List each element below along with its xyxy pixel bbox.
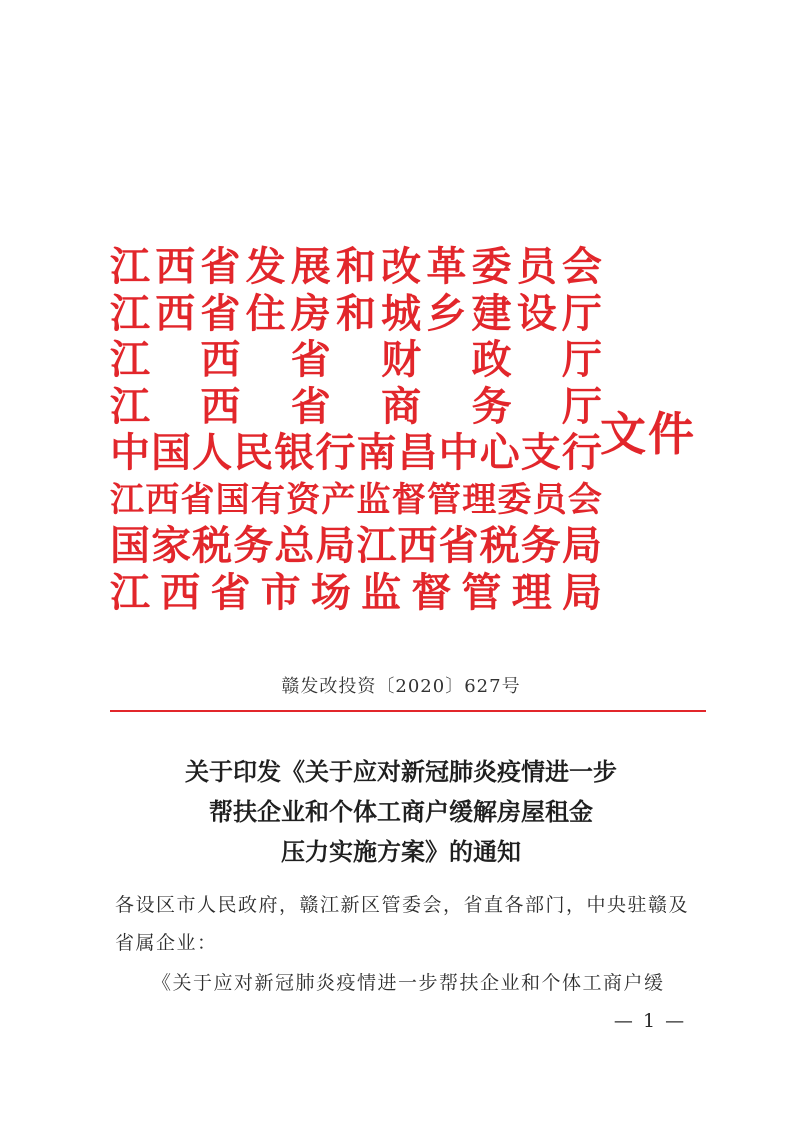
issuer-char: 务 <box>520 522 561 569</box>
issuer-char: 局 <box>561 568 602 616</box>
document-number: 赣发改投资〔2020〕627号 <box>281 676 521 697</box>
issuing-authorities-header <box>110 244 710 616</box>
issuer-char: 厅 <box>561 382 602 430</box>
issuer-char: 委 <box>497 479 532 520</box>
issuer-char: 中 <box>438 429 479 476</box>
issuer-char: 西 <box>155 243 196 290</box>
issuer-char: 江 <box>110 289 150 337</box>
issuer-char: 税 <box>479 522 520 569</box>
issuer-char: 建 <box>471 289 512 337</box>
issuer-line <box>110 477 602 523</box>
issuer-char: 设 <box>516 289 557 337</box>
issuer-char: 督 <box>391 479 426 520</box>
issuer-char: 江 <box>110 479 144 520</box>
issuer-char: 务 <box>233 522 274 569</box>
issuer-line <box>110 570 602 616</box>
issuer-line <box>110 291 602 337</box>
issuer-line <box>110 244 602 290</box>
issuer-char: 江 <box>110 382 150 430</box>
issuer-char: 展 <box>290 243 331 290</box>
issuer-char: 厅 <box>561 336 602 383</box>
issuer-char: 人 <box>192 429 233 476</box>
issuer-char: 民 <box>233 429 274 476</box>
issuer-char: 省 <box>180 479 215 520</box>
issuer-line <box>110 430 602 476</box>
issuer-char: 行 <box>561 429 602 476</box>
issuer-char: 国 <box>215 479 250 520</box>
issuer-char: 理 <box>462 479 497 520</box>
issuer-char: 南 <box>356 429 397 476</box>
issuer-char: 总 <box>274 522 315 569</box>
issuer-line <box>110 384 602 430</box>
issuer-char: 商 <box>381 382 422 430</box>
issuer-char: 江 <box>110 568 150 616</box>
red-divider-line <box>110 710 706 712</box>
issuer-char: 监 <box>356 479 391 520</box>
issuer-char: 城 <box>381 289 422 337</box>
issuer-char: 场 <box>310 568 351 616</box>
salutation-line-1: 各设区市人民政府，赣江新区管委会，省直各部门，中央驻赣及 <box>115 894 690 916</box>
issuer-line <box>110 337 602 383</box>
issuer-char: 税 <box>192 522 233 569</box>
issuer-char: 省 <box>438 522 479 569</box>
issuer-char: 国 <box>110 522 150 569</box>
salutation <box>115 886 715 962</box>
issuer-char: 有 <box>250 479 285 520</box>
issuer-char: 省 <box>200 289 241 337</box>
salutation-line-2: 省属企业： <box>115 932 218 954</box>
issuer-char: 督 <box>411 568 452 616</box>
issuer-char: 家 <box>151 522 192 569</box>
issuer-char: 昌 <box>397 429 438 476</box>
issuer-char: 务 <box>471 382 512 430</box>
issuer-char: 江 <box>110 243 150 290</box>
issuer-char: 西 <box>200 336 241 383</box>
issuer-char: 管 <box>426 479 461 520</box>
document-title <box>0 752 802 872</box>
issuer-char: 心 <box>479 429 520 476</box>
document-type-label: 文件 <box>600 407 696 461</box>
issuer-char: 西 <box>155 289 196 337</box>
issuer-char: 改 <box>381 243 422 290</box>
body-paragraph: 《关于应对新冠肺炎疫情进一步帮扶企业和个体工商户缓 <box>152 972 665 994</box>
issuer-char: 住 <box>245 289 286 337</box>
issuer-char: 会 <box>561 243 602 290</box>
issuer-char: 江 <box>356 522 397 569</box>
issuer-char: 监 <box>361 568 402 616</box>
issuer-char: 资 <box>286 479 321 520</box>
issuer-char: 省 <box>210 568 251 616</box>
page-number: — 1 — <box>613 1010 687 1032</box>
issuer-char: 省 <box>290 336 331 383</box>
issuer-char: 员 <box>532 479 567 520</box>
issuer-char: 政 <box>471 336 512 383</box>
issuer-char: 产 <box>321 479 356 520</box>
issuer-char: 中 <box>110 429 150 476</box>
title-line-3: 压力实施方案》的通知 <box>281 837 521 866</box>
issuer-char: 和 <box>335 243 376 290</box>
issuer-char: 乡 <box>426 289 467 337</box>
title-line-2: 帮扶企业和个体工商户缓解房屋租金 <box>209 797 593 826</box>
issuer-char: 财 <box>381 336 422 383</box>
issuer-line <box>110 523 602 569</box>
issuer-char: 房 <box>290 289 331 337</box>
issuer-char: 国 <box>151 429 192 476</box>
issuer-char: 和 <box>335 289 376 337</box>
issuer-char: 行 <box>315 429 356 476</box>
issuer-char: 省 <box>290 382 331 430</box>
issuer-char: 委 <box>471 243 512 290</box>
issuer-char: 西 <box>397 522 438 569</box>
title-line-1: 关于印发《关于应对新冠肺炎疫情进一步 <box>185 757 617 786</box>
issuer-char: 厅 <box>561 289 602 337</box>
issuer-char: 员 <box>516 243 557 290</box>
issuer-char: 管 <box>461 568 502 616</box>
issuer-char: 市 <box>260 568 301 616</box>
issuer-char: 江 <box>110 336 150 383</box>
issuer-char: 局 <box>561 522 602 569</box>
issuer-char: 西 <box>200 382 241 430</box>
issuer-char: 理 <box>511 568 552 616</box>
issuer-char: 发 <box>245 243 286 290</box>
issuer-char: 支 <box>520 429 561 476</box>
issuer-char: 会 <box>567 479 602 520</box>
issuer-char: 省 <box>200 243 241 290</box>
issuer-char: 局 <box>315 522 356 569</box>
issuer-char: 西 <box>160 568 201 616</box>
issuer-char: 革 <box>426 243 467 290</box>
issuer-char: 西 <box>145 479 180 520</box>
issuer-char: 银 <box>274 429 315 476</box>
